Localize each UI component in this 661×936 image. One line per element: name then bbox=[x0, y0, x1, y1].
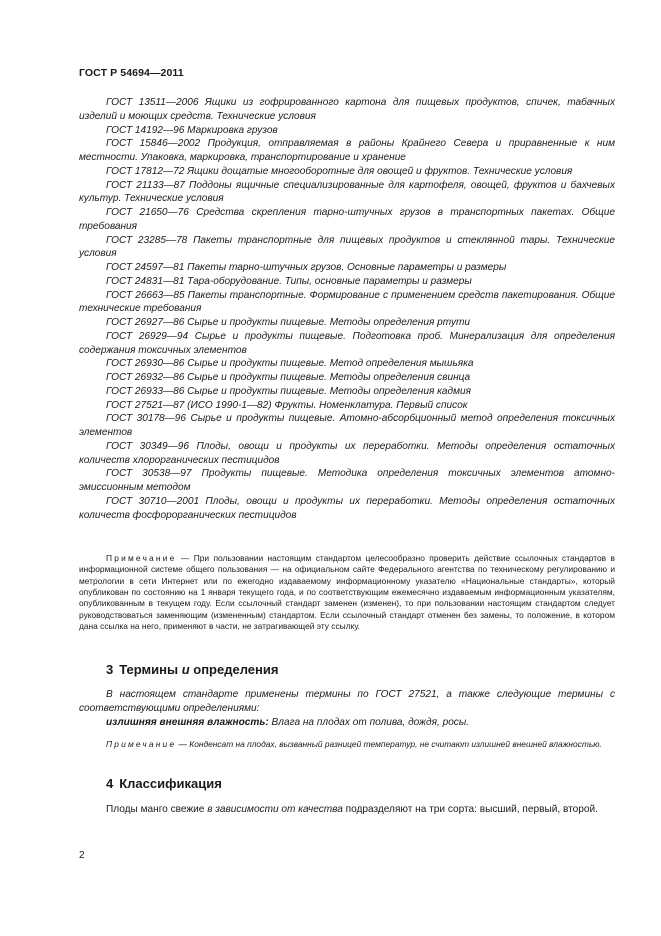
reference-item: ГОСТ 30178—96 Сырье и продукты пищевые. Атомно-абсорбционный метод определения токсичных элементов bbox=[79, 413, 615, 438]
paragraph-part: в зависимости от качества bbox=[207, 804, 343, 815]
normative-references-list bbox=[79, 96, 615, 522]
note-text: — При пользовании настоящим стандартом целесообразно проверить действие ссылочных стандартов в информационной системе общего пользования — на официальном сайте Федерального агентства по техническому регулированию и метрологии в сети Интернет или по ежегодно издаваемому информационному указателю «Национальные стандарты», который опубликован по состоянию на 1 января текущего года, и по соответствующим ежемесячно издаваемым информационным указателям, опубликованным в текущем году. Если ссылочный стандарт заменен (изменен), то при пользовании настоящим стандартом следует руководствоваться заменяющим (измененным) стандартом. Если ссылочный стандарт отменен без замены, то положение, в котором дана ссылка на него, применяют в части, не затрагивающей эту ссылку. bbox=[79, 553, 615, 632]
reference-item: ГОСТ 26927—86 Сырье и продукты пищевые. Методы определения ртути bbox=[106, 317, 471, 328]
page-number: 2 bbox=[79, 850, 85, 861]
terms-note bbox=[79, 738, 615, 751]
reference-item: ГОСТ 17812—72 Ящики дощатые многооборотные для овощей и фруктов. Технические условия bbox=[106, 165, 573, 177]
reference-item: ГОСТ 15846—2002 Продукция, отправляемая в районы Крайнего Севера и приравненные к ним местности. Упаковка, маркировка, транспортирование и хранение bbox=[79, 138, 615, 163]
paragraph-part: подразделяют на три сорта: высший, первый, второй. bbox=[342, 804, 598, 815]
document-code-header: ГОСТ Р 54694—2011 bbox=[79, 67, 184, 79]
reference-item: ГОСТ 21133—87 Поддоны ящичные специализированные для картофеля, овощей, фруктов и бахчевых культур. Технические условия bbox=[79, 179, 615, 205]
reference-item: ГОСТ 30538—97 Продукты пищевые. Методика определения токсичных элементов атомно-эмиссионным методом bbox=[79, 468, 615, 493]
paragraph-part: Плоды манго свежие bbox=[106, 804, 208, 815]
reference-item: ГОСТ 24831—81 Тара-оборудование. Типы, основные параметры и размеры bbox=[106, 275, 472, 287]
reference-item: ГОСТ 30710—2001 Плоды, овощи и продукты их переработки. Методы определения остаточных количеств фосфорорганических пестицидов bbox=[79, 495, 615, 521]
section-title-text: Классификация bbox=[119, 776, 222, 791]
reference-item: ГОСТ 30349—96 Плоды, овощи и продукты их переработки. Методы определения остаточных количеств хлорорганических пестицидов bbox=[79, 440, 615, 466]
reference-item: ГОСТ 27521—87 (ИСО 1990-1—82) Фрукты. Номенклатура. Первый список bbox=[106, 399, 468, 411]
reference-item: ГОСТ 26933—86 Сырье и продукты пищевые. Методы определения кадмия bbox=[106, 385, 472, 397]
section-4-title bbox=[106, 776, 222, 791]
note-label: Примечание bbox=[106, 739, 177, 749]
reference-item: ГОСТ 26930—86 Сырье и продукты пищевые. Метод определения мышьяка bbox=[106, 358, 474, 370]
reference-item: ГОСТ 21650—76 Средства скрепления тарно-штучных грузов в транспортных пакетах. Общие требования bbox=[79, 207, 615, 232]
section-title-part: Термины bbox=[119, 662, 182, 677]
term-name: излишняя внешняя влажность: bbox=[106, 717, 269, 728]
reference-item: ГОСТ 14192—96 Маркировка грузов bbox=[106, 124, 278, 136]
reference-item: ГОСТ 26932—86 Сырье и продукты пищевые. Методы определения свинца bbox=[106, 372, 471, 383]
note-label: Примечание bbox=[106, 553, 177, 563]
section-title-part: определения bbox=[193, 662, 279, 677]
reference-item: ГОСТ 24597—81 Пакеты тарно-штучных грузов. Основные параметры и размеры bbox=[106, 262, 507, 273]
note-text: — Конденсат на плодах, вызванный разницей температур, не считают излишней внешней влажностью. bbox=[176, 739, 602, 749]
section-number: 4 bbox=[106, 776, 114, 791]
section-title-part: и bbox=[181, 662, 194, 677]
classification-paragraph bbox=[79, 803, 615, 817]
reference-item: ГОСТ 26929—94 Сырье и продукты пищевые. Подготовка проб. Минерализация для определения содержания токсичных элементов bbox=[79, 330, 615, 356]
term-text: Влага на плодах от полива, дождя, росы. bbox=[268, 717, 470, 728]
reference-item: ГОСТ 26663—85 Пакеты транспортные. Формирование с применением средств пакетирования. Общие технические требования bbox=[79, 289, 615, 315]
reference-item: ГОСТ 13511—2006 Ящики из гофрированного картона для пищевых продуктов, спичек, табачных изделий и моющих средств. Технические условия bbox=[79, 97, 615, 122]
section-number: 3 bbox=[106, 662, 114, 677]
references-note bbox=[79, 553, 615, 632]
section-3-title bbox=[106, 662, 278, 677]
term-definition bbox=[106, 717, 469, 728]
reference-item: ГОСТ 23285—78 Пакеты транспортные для пищевых продуктов и стеклянной тары. Технические условия bbox=[79, 234, 615, 260]
terms-intro-paragraph: В настоящем стандарте применены термины по ГОСТ 27521, а также следующие термины с соответствующими определениями: bbox=[79, 689, 615, 714]
